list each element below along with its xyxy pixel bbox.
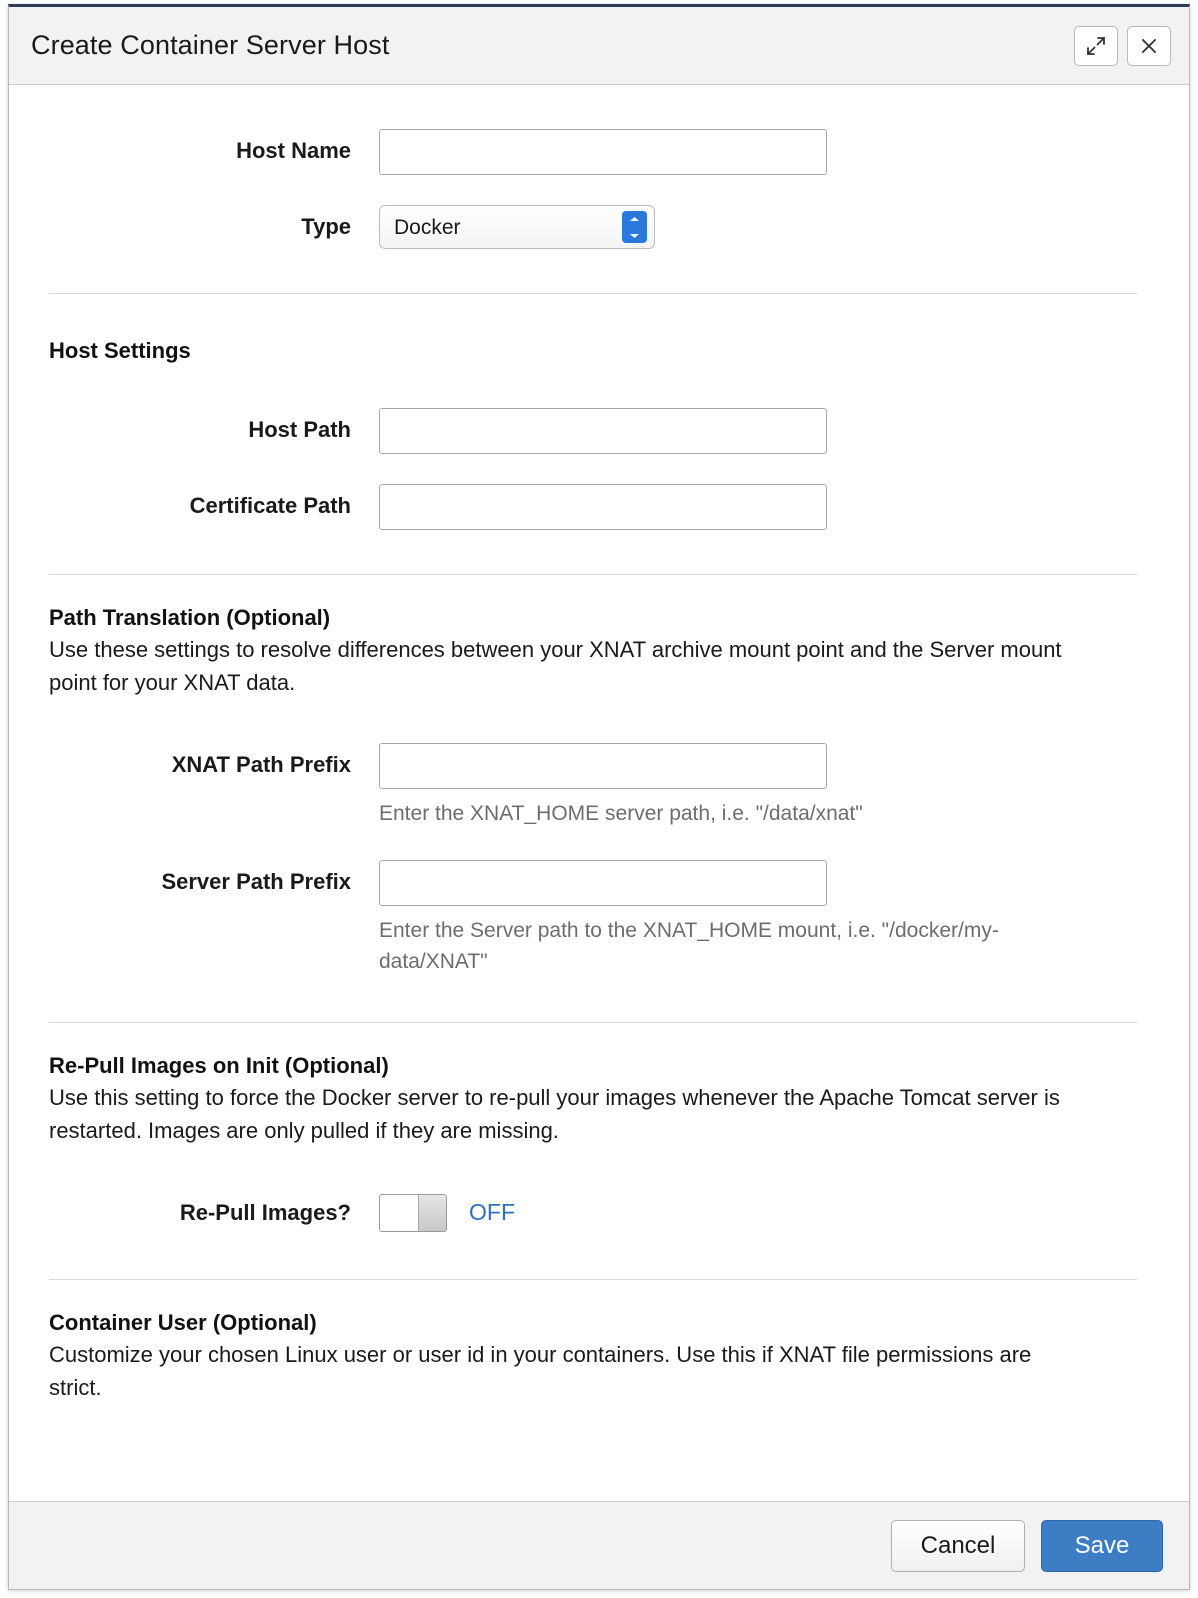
dialog-title: Create Container Server Host — [31, 30, 390, 60]
dialog-footer — [9, 1501, 1189, 1589]
toggle-knob — [418, 1195, 446, 1231]
repull-images-toggle[interactable] — [379, 1194, 447, 1232]
xnat-path-prefix-input[interactable] — [379, 743, 827, 789]
server-path-prefix-helper: Enter the Server path to the XNAT_HOME mount, i.e. "/docker/my-data/XNAT" — [379, 918, 999, 973]
repull-description: Use this setting to force the Docker server to re-pull your images whenever the Apache Tomcat server is restarted. Images are only pulled if they are missing. — [49, 1084, 1060, 1143]
type-row — [49, 205, 1137, 249]
repull-toggle-state: OFF — [469, 1199, 515, 1225]
server-path-prefix-label: Server Path Prefix — [161, 868, 351, 894]
host-name-label: Host Name — [236, 138, 351, 163]
xnat-path-prefix-label: XNAT Path Prefix — [171, 752, 351, 777]
certificate-path-row — [49, 484, 1137, 530]
host-name-input[interactable] — [379, 129, 827, 175]
titlebar-actions — [1074, 26, 1171, 66]
host-path-label: Host Path — [248, 417, 351, 442]
xnat-path-prefix-helper: Enter the XNAT_HOME server path, i.e. "/data/xnat" — [379, 802, 863, 825]
host-name-row — [49, 129, 1137, 175]
host-settings-title: Host Settings — [49, 338, 191, 363]
host-path-row — [49, 408, 1137, 454]
dialog-titlebar — [9, 7, 1189, 85]
repull-title: Re-Pull Images on Init (Optional) — [49, 1052, 389, 1078]
create-container-server-host-dialog — [8, 4, 1190, 1590]
expand-icon[interactable] — [1074, 26, 1118, 66]
cancel-button[interactable]: Cancel — [891, 1520, 1025, 1572]
certificate-path-input[interactable] — [379, 484, 827, 530]
type-select[interactable] — [379, 205, 655, 249]
path-translation-description: Use these settings to resolve differences between your XNAT archive mount point and the Server mount point for your XNAT data. — [49, 637, 1062, 695]
certificate-path-label: Certificate Path — [189, 493, 351, 518]
host-path-input[interactable] — [379, 408, 827, 454]
dialog-body — [9, 85, 1189, 1501]
repull-toggle-label: Re-Pull Images? — [179, 1199, 351, 1225]
server-path-prefix-row — [49, 860, 1137, 978]
path-translation-title: Path Translation (Optional) — [49, 605, 331, 630]
server-path-prefix-input[interactable] — [379, 860, 827, 906]
repull-toggle-row — [49, 1191, 1137, 1235]
xnat-path-prefix-row — [49, 743, 1137, 830]
container-user-description: Customize your chosen Linux user or user id in your containers. Use this if XNAT file permissions are strict. — [49, 1341, 1032, 1400]
save-button[interactable]: Save — [1041, 1520, 1163, 1572]
type-label: Type — [301, 214, 351, 239]
close-icon[interactable] — [1127, 26, 1171, 66]
container-user-title: Container User (Optional) — [49, 1309, 317, 1335]
dialog-scroll-area[interactable] — [9, 85, 1189, 1501]
